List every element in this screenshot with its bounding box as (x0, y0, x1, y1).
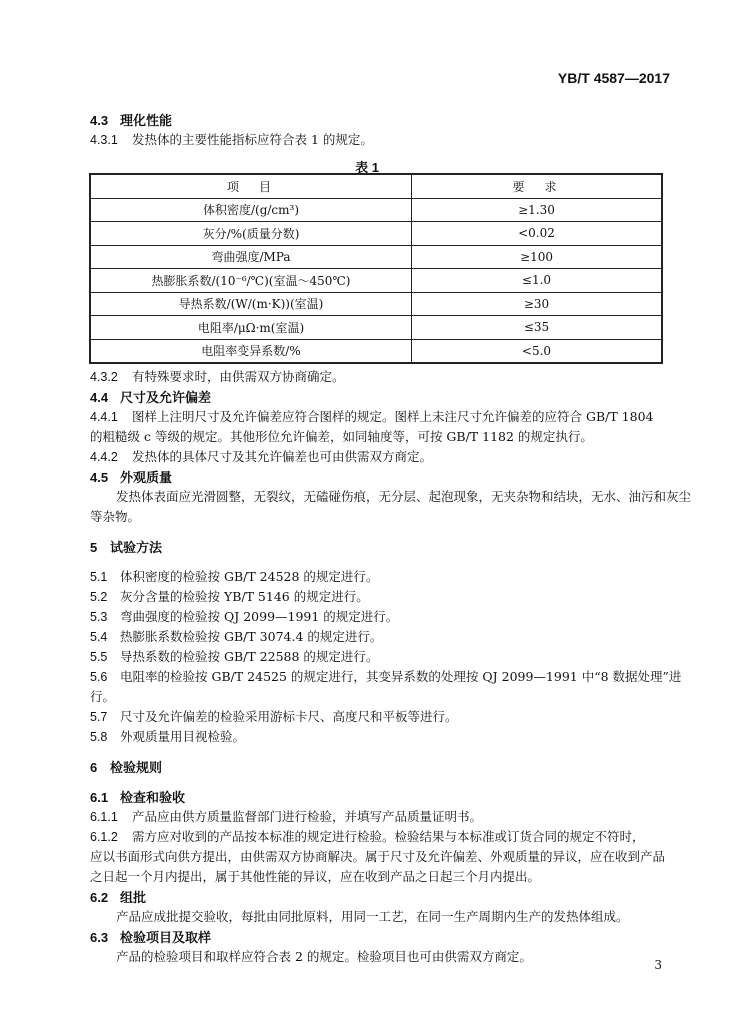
clause-number: 4.5 (90, 470, 109, 485)
table-row (90, 245, 662, 269)
clause-number: 5.5 (90, 650, 108, 664)
section-heading (90, 787, 185, 806)
clause-number: 5.4 (90, 630, 108, 644)
clause-number: 5.3 (90, 610, 108, 624)
section-heading (90, 467, 172, 486)
paragraph-line (90, 447, 432, 465)
paragraph-line (90, 587, 369, 605)
table-header-row (90, 174, 662, 198)
paragraph-line (90, 647, 378, 665)
line-text: 图样上注明尺寸及允许偏差应符合图样的规定。图样上未注尺寸允许偏差的应符合 GB/T 1804 (132, 409, 654, 424)
line-text: 的粗糙级 c 等级的规定。其他形位允许偏差，如同轴度等，可按 GB/T 1182 的规定执行。 (90, 429, 593, 444)
line-text: 产品的检验项目和取样应符合表 2 的规定。检验项目也可由供需双方商定。 (116, 949, 532, 964)
clause-number: 5.1 (90, 570, 108, 584)
table-row (90, 339, 662, 363)
line-text: 理化性能 (120, 113, 173, 128)
table-title: 表 1 (355, 160, 379, 175)
table-row (90, 316, 662, 340)
requirement-cell: ≤1.0 (412, 269, 663, 293)
clause-number: 5.6 (90, 670, 108, 684)
page-number: 3 (654, 958, 662, 972)
line-text: 尺寸及允许偏差的检验采用游标卡尺、高度尺和平板等进行。 (120, 709, 458, 724)
paragraph-line (90, 367, 345, 385)
clause-number: 6.3 (90, 930, 109, 945)
paragraph-line (90, 130, 373, 148)
section-heading (90, 757, 162, 776)
table-row (90, 292, 662, 316)
item-cell: 弯曲强度/MPa (90, 245, 412, 269)
paragraph-line (90, 507, 140, 525)
document-code: YB/T 4587—2017 (557, 70, 670, 86)
section-heading (90, 110, 172, 129)
line-text: 发热体的主要性能指标应符合表 1 的规定。 (132, 132, 373, 147)
clause-number: 5.7 (90, 710, 108, 724)
line-text: 热膨胀系数检验按 GB/T 3074.4 的规定进行。 (120, 629, 383, 644)
line-text: 电阻率的检验按 GB/T 24525 的规定进行，其变异系数的处理按 QJ 2099—1991 中“8 数据处理”进 (120, 669, 682, 684)
paragraph-line (90, 687, 115, 705)
line-text: 检查和验收 (120, 790, 186, 805)
clause-number: 4.3.1 (90, 133, 118, 147)
header-requirement: 要 求 (412, 174, 663, 198)
line-text: 尺寸及允许偏差 (120, 390, 212, 405)
clause-number: 4.4.1 (90, 410, 118, 424)
line-text: 灰分含量的检验按 YB/T 5146 的规定进行。 (120, 589, 369, 604)
line-text: 应以书面形式向供方提出，由供需双方协商解决。属于尺寸及允许偏差、外观质量的异议，应在收到产品 (90, 849, 666, 864)
section-heading (90, 927, 211, 946)
paragraph-line (90, 827, 645, 845)
item-cell: 灰分/%(质量分数) (90, 222, 412, 246)
item-cell: 体积密度/(g/cm³) (90, 198, 412, 222)
section-heading (90, 387, 211, 406)
line-text: 弯曲强度的检验按 QJ 2099—1991 的规定进行。 (120, 609, 399, 624)
line-text: 发热体的具体尺寸及其允许偏差也可由供需双方商定。 (132, 449, 433, 464)
paragraph-line (90, 807, 482, 825)
line-text: 组批 (120, 890, 147, 905)
paragraph-line (90, 727, 245, 745)
paragraph-line (90, 867, 540, 885)
item-cell: 电阻率变异系数/% (90, 339, 412, 363)
requirement-cell: ≥100 (412, 245, 663, 269)
item-cell: 导热系数/(W/(m·K))(室温) (90, 292, 412, 316)
line-text: 产品应由供方质量监督部门进行检验，并填写产品质量证明书。 (132, 809, 483, 824)
clause-number: 5.2 (90, 590, 108, 604)
paragraph-line (116, 947, 532, 965)
line-text: 之日起一个月内提出，属于其他性能的异议，应在收到产品之日起三个月内提出。 (90, 869, 541, 884)
requirement-cell: ≥1.30 (412, 198, 663, 222)
clause-number: 6.2 (90, 890, 109, 905)
requirement-cell: ≤35 (412, 316, 663, 340)
requirement-cell: <0.02 (412, 222, 663, 246)
line-text: 等杂物。 (90, 509, 141, 524)
paragraph-line (90, 667, 681, 685)
paragraph-line (90, 567, 378, 585)
line-text: 有特殊要求时，由供需双方协商确定。 (132, 369, 345, 384)
clause-number: 4.4.2 (90, 450, 118, 464)
line-text: 产品应成批提交验收，每批由同批原料，用同一工艺，在同一生产周期内生产的发热体组成。 (116, 909, 629, 924)
item-cell: 电阻率/μΩ·m(室温) (90, 316, 412, 340)
paragraph-line (90, 847, 665, 865)
line-text: 发热体表面应光滑圆整，无裂纹，无磕碰伤痕，无分层、起泡现象，无夹杂物和结块，无水、油污和灰尘 (116, 489, 692, 504)
paragraph-line (90, 407, 653, 425)
table-row (90, 269, 662, 293)
paragraph-line (90, 427, 593, 445)
line-text: 试验方法 (110, 540, 163, 555)
item-cell: 热膨胀系数/(10⁻⁶/℃)(室温～450℃) (90, 269, 412, 293)
requirement-cell: <5.0 (412, 339, 663, 363)
clause-number: 4.3 (90, 113, 109, 128)
line-text: 外观质量用目视检验。 (120, 729, 246, 744)
spec-table (89, 173, 663, 364)
line-text: 体积密度的检验按 GB/T 24528 的规定进行。 (120, 569, 379, 584)
header-item: 项 目 (90, 174, 412, 198)
paragraph-line (90, 607, 398, 625)
line-text: 行。 (90, 689, 116, 704)
clause-number: 5 (90, 540, 98, 555)
requirement-cell: ≥30 (412, 292, 663, 316)
section-heading (90, 887, 146, 906)
table-row (90, 222, 662, 246)
clause-number: 4.4 (90, 390, 109, 405)
paragraph-line (116, 907, 629, 925)
clause-number: 6 (90, 760, 98, 775)
clause-number: 5.8 (90, 730, 108, 744)
line-text: 检验项目及取样 (120, 930, 212, 945)
line-text: 导热系数的检验按 GB/T 22588 的规定进行。 (120, 649, 379, 664)
paragraph-line (90, 707, 458, 725)
line-text: 外观质量 (120, 470, 173, 485)
clause-number: 4.3.2 (90, 370, 118, 384)
clause-number: 6.1.1 (90, 810, 118, 824)
clause-number: 6.1 (90, 790, 109, 805)
table-row (90, 198, 662, 222)
line-text: 需方应对收到的产品按本标准的规定进行检验。检验结果与本标准或订货合同的规定不符时， (132, 829, 645, 844)
clause-number: 6.1.2 (90, 830, 118, 844)
paragraph-line (116, 487, 691, 505)
paragraph-line (90, 627, 382, 645)
line-text: 检验规则 (110, 760, 163, 775)
section-heading (90, 537, 162, 556)
